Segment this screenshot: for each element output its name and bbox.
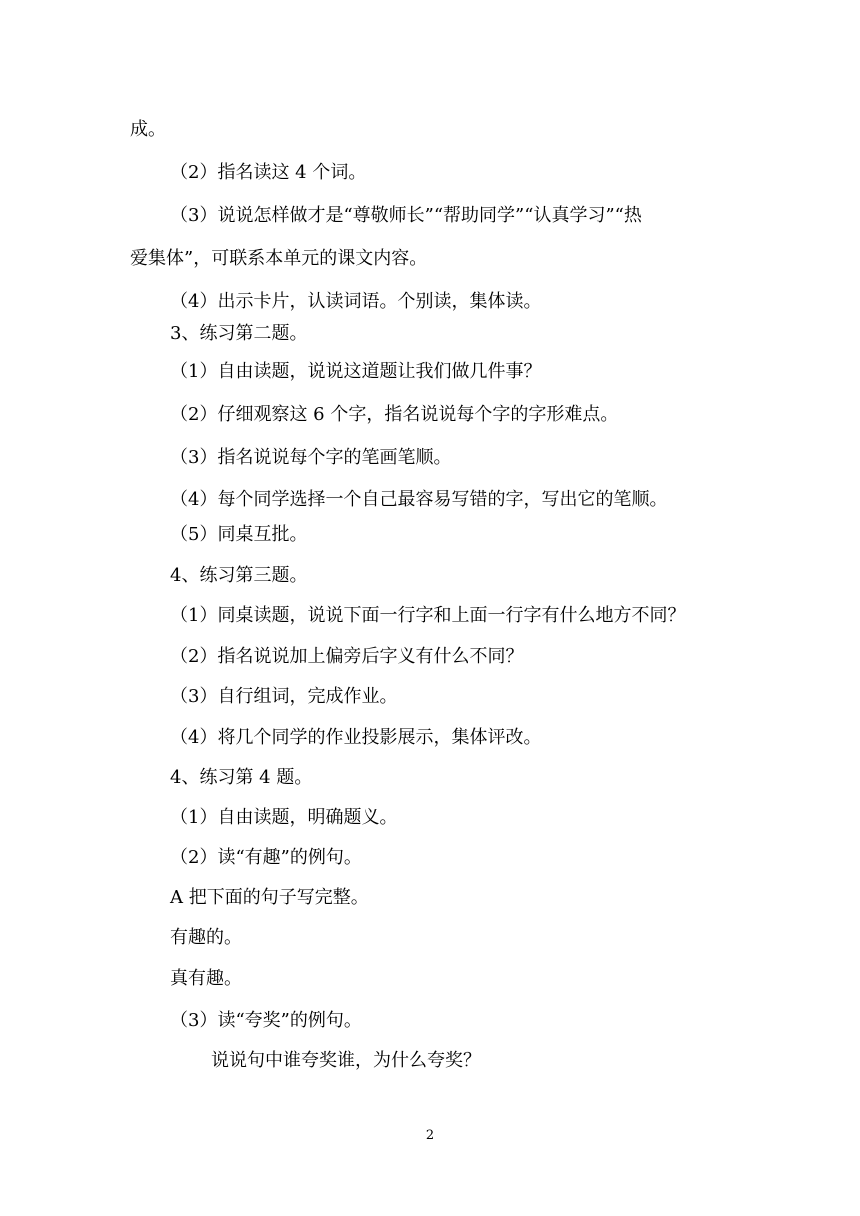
text-line-20: A 把下面的句子写完整。: [170, 887, 369, 908]
text-line-7: （1）自由读题，说说这道题让我们做几件事？: [170, 361, 542, 382]
text-line-3: （3）说说怎样做才是“尊敬师长”“帮助同学”“认真学习”“热: [170, 205, 642, 226]
text-line-2: （2）指名读这 4 个词。: [170, 162, 367, 183]
text-line-16: （4）将几个同学的作业投影展示，集体评改。: [170, 727, 542, 748]
text-line-23: （3）读“夸奖”的例句。: [170, 1010, 362, 1031]
text-line-9: （3）指名说说每个字的笔画笔顺。: [170, 447, 452, 468]
text-line-10: （4）每个同学选择一个自己最容易写错的字，写出它的笔顺。: [170, 489, 668, 510]
text-line-19: （2）读“有趣”的例句。: [170, 847, 362, 868]
text-line-1: 成。: [130, 119, 166, 140]
text-line-14: （2）指名说说加上偏旁后字义有什么不同？: [170, 646, 524, 667]
text-line-22: 真有趣。: [170, 968, 242, 989]
page-number: 2: [425, 1128, 435, 1143]
text-line-4: 爱集体”，可联系本单元的课文内容。: [130, 248, 428, 269]
text-line-5: （4）出示卡片，认读词语。个别读，集体读。: [170, 291, 542, 312]
text-line-18: （1）自由读题，明确题义。: [170, 807, 398, 828]
text-line-24: 说说句中谁夸奖谁，为什么夸奖？: [211, 1050, 481, 1071]
text-line-17: 4、练习第 4 题。: [170, 767, 313, 788]
text-line-13: （1）同桌读题，说说下面一行字和上面一行字有什么地方不同？: [170, 605, 686, 626]
text-line-12: 4、练习第三题。: [170, 565, 308, 586]
text-line-21: 有趣的。: [170, 927, 242, 948]
text-line-6: 3、练习第二题。: [170, 323, 308, 344]
text-line-15: （3）自行组词，完成作业。: [170, 686, 398, 707]
text-line-8: （2）仔细观察这 6 个字，指名说说每个字的字形难点。: [170, 404, 619, 425]
text-line-11: （5）同桌互批。: [170, 524, 308, 545]
